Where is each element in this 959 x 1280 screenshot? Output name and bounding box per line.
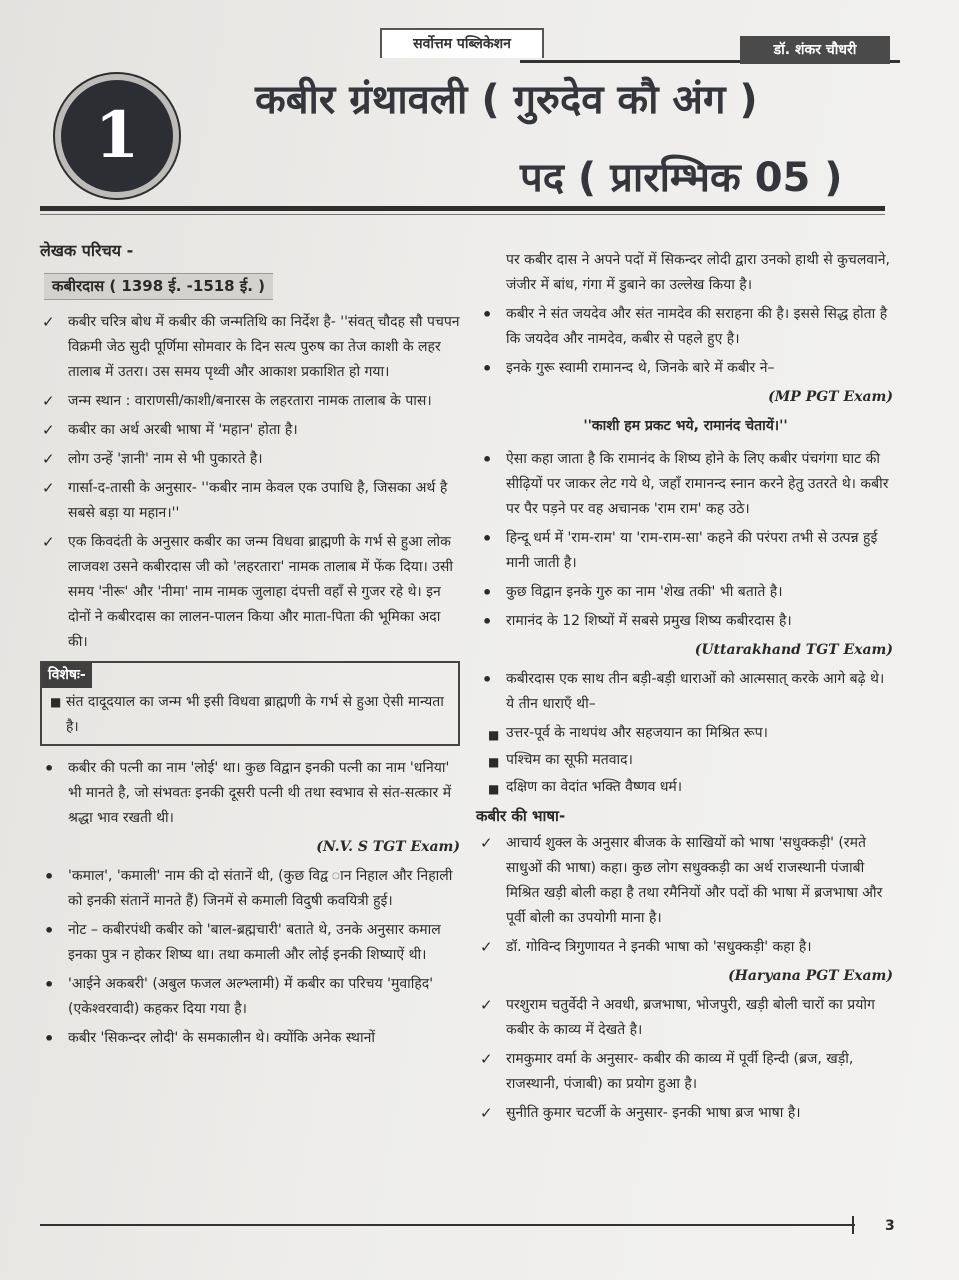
bullet-text: नोट – कबीरपंथी कबीर को 'बाल-ब्रह्मचारी' बताते थे, उनके अनुसार कमाल इनका पुत्र न होकर शिष्य था। तथा कमाली और लोई इनकी शिष्याऐं थी। bbox=[68, 922, 441, 963]
bullet-text: रामानंद के 12 शिष्यों में सबसे प्रमुख शिष्य कबीरदास है। bbox=[506, 613, 792, 629]
stream-text: उत्तर-पूर्व के नाथपंथ और सहजयान का मिश्रित रूप। bbox=[506, 725, 768, 741]
check-text: कबीर का अर्थ अरबी भाषा में 'महान' होता है। bbox=[68, 422, 298, 438]
publisher-label: सर्वोत्तम पब्लिकेशन bbox=[380, 28, 544, 58]
bullet-icon: • bbox=[482, 670, 493, 689]
checkmark-icon: ✓ bbox=[42, 533, 55, 551]
check-item bbox=[40, 389, 460, 414]
check-item bbox=[40, 530, 460, 655]
square-bullet-icon: ■ bbox=[488, 728, 500, 742]
check-item bbox=[478, 935, 893, 960]
bullet-icon: • bbox=[482, 305, 493, 324]
check-text: लोग उन्हें 'ज्ञानी' नाम से भी पुकारते है। bbox=[68, 451, 263, 467]
special-note-body bbox=[42, 688, 458, 744]
bullet-item bbox=[40, 918, 460, 968]
bullet-icon: • bbox=[482, 529, 493, 548]
bullet-icon: • bbox=[44, 975, 55, 994]
bullet-text: ऐसा कहा जाता है कि रामानंद के शिष्य होने के लिए कबीर पंचगंगा घाट की सीढ़ियों पर जाकर लेट गये थे, जहाँ रामानन्द स्नान करने हेतु उतरते थे। कबीर पर पैर पड़ने पर वह अचानक 'राम राम' कह उठे। bbox=[506, 451, 889, 517]
stream-item bbox=[478, 721, 893, 746]
bullet-text: कुछ विद्वान इनके गुरु का नाम 'शेख तकी' भी बताते है। bbox=[506, 584, 783, 600]
author-label: डॉ. शंकर चौधरी bbox=[740, 36, 890, 64]
bullet-icon: • bbox=[44, 921, 55, 940]
bullet-text: 'कमाल', 'कमाली' नाम की दो संतानें थी, (कुछ विद्व ान निहाल और निहाली को इनकी संतानें मानते हैं) जिनमें से कमाली विदुषी कवयित्री हुई। bbox=[68, 868, 453, 909]
bullet-item bbox=[40, 972, 460, 1022]
exam-reference: (MP PGT Exam) bbox=[768, 389, 893, 405]
square-bullet-icon: ■ bbox=[488, 755, 500, 769]
bullet-icon: • bbox=[44, 867, 55, 886]
section-heading-language: कबीर की भाषा- bbox=[476, 807, 566, 825]
bullet-item bbox=[478, 609, 893, 634]
bullet-icon: • bbox=[482, 612, 493, 631]
bullet-icon: • bbox=[482, 359, 493, 378]
check-text: एक किवदंती के अनुसार कबीर का जन्म विधवा ब्राह्मणी के गर्भ से हुआ लोक लाजवश उसने कबीरदास जी को 'लहरतारा' नामक तालाब में फेंक दिया। उसी समय 'नीरू' और 'नीमा' नाम नामक जुलाहा दंपत्ती वहाँ से गुजर रहे थे। इन दोनों ने कबीरदास का लालन-पालन किया और माता-पिता की भूमिका अदा की। bbox=[68, 534, 454, 650]
checkmark-icon: ✓ bbox=[42, 421, 55, 439]
bullet-icon: • bbox=[482, 583, 493, 602]
exam-reference: (Haryana PGT Exam) bbox=[728, 968, 893, 984]
subject-heading: कबीरदास ( 1398 ई. -1518 ई. ) bbox=[44, 273, 273, 300]
check-text: जन्म स्थान : वाराणसी/काशी/बनारस के लहरतारा नामक तालाब के पास। bbox=[68, 393, 432, 409]
stream-item bbox=[478, 775, 893, 800]
bullet-text: कबीरदास एक साथ तीन बड़ी-बड़ी धाराओं को आत्मसात् करके आगे बढ़े थे। ये तीन धाराएँ थी– bbox=[506, 671, 885, 712]
square-bullet-icon: ■ bbox=[50, 695, 62, 709]
exam-reference: (N.V. S TGT Exam) bbox=[316, 839, 460, 855]
stream-item bbox=[478, 748, 893, 773]
check-text: गार्सा-द-तासी के अनुसार- ''कबीर नाम केवल एक उपाधि है, जिसका अर्थ है सबसे बड़ा या महान।'' bbox=[68, 480, 448, 521]
exam-reference: (Uttarakhand TGT Exam) bbox=[694, 642, 893, 658]
check-item bbox=[478, 1047, 893, 1097]
check-text: रामकुमार वर्मा के अनुसार- कबीर की काव्य में पूर्वी हिन्दी (ब्रज, खड़ी, राजस्थानी, पंजाबी) का प्रयोग हुआ है। bbox=[506, 1051, 854, 1092]
left-column bbox=[40, 238, 460, 1055]
paragraph-text: पर कबीर दास ने अपने पदों में सिकन्दर लोदी द्वारा उनको हाथी से कुचलवाने, जंजीर में बांध, गंगा में डुबाने का उल्लेख किया है। bbox=[506, 252, 890, 293]
checkmark-icon: ✓ bbox=[480, 996, 493, 1014]
bullet-text: कबीर ने संत जयदेव और संत नामदेव की सराहना की है। इससे सिद्ध होता है कि जयदेव और नामदेव, कबीर से पहले हुए है। bbox=[506, 306, 888, 347]
bullet-text: कबीर 'सिकन्दर लोदी' के समकालीन थे। क्योंकि अनेक स्थानों bbox=[68, 1030, 375, 1046]
checkmark-icon: ✓ bbox=[480, 834, 493, 852]
bullet-icon: • bbox=[44, 759, 55, 778]
bullet-icon: • bbox=[44, 1029, 55, 1048]
section-heading-author-intro: लेखक परिचय - bbox=[40, 241, 134, 260]
title-divider-thin bbox=[40, 214, 885, 215]
check-text: आचार्य शुक्ल के अनुसार बीजक के साखियों को भाषा 'सधुक्कड़ी' (रमते साधुओं की भाषा) कहा। कुछ लोग सधुक्कड़ी का अर्थ राजस्थानी पंजाबी मिश्रित खड़ी बोली कहा है तथा रमैनियों और पदों की भाषा में ब्रजभाषा और पूर्वी बोली का उपयोगी माना है। bbox=[506, 835, 883, 926]
bullet-item bbox=[478, 356, 893, 381]
checkmark-icon: ✓ bbox=[42, 313, 55, 331]
stream-text: दक्षिण का वेदांत भक्ति वैष्णव धर्म। bbox=[506, 779, 683, 795]
chapter-title-line1: कबीर ग्रंथावली ( गुरुदेव कौ अंग ) bbox=[255, 77, 758, 123]
bullet-item bbox=[478, 580, 893, 605]
check-text: परशुराम चतुर्वेदी ने अवधी, ब्रजभाषा, भोजपुरी, खड़ी बोली चारों का प्रयोग कबीर के काव्य में देखते है। bbox=[506, 997, 875, 1038]
square-bullet-icon: ■ bbox=[488, 782, 500, 796]
special-note-title: विशेषः- bbox=[42, 663, 92, 688]
bullet-item bbox=[478, 667, 893, 717]
footer-rule-tick bbox=[852, 1216, 854, 1234]
check-text: डॉ. गोविन्द त्रिगुणायत ने इनकी भाषा को 'सधुक्कड़ी' कहा है। bbox=[506, 939, 812, 955]
checkmark-icon: ✓ bbox=[480, 1104, 493, 1122]
checkmark-icon: ✓ bbox=[42, 392, 55, 410]
bullet-icon: • bbox=[482, 450, 493, 469]
bullet-text: हिन्दू धर्म में 'राम-राम' या 'राम-राम-सा' कहने की परंपरा तभी से उत्पन्न हुई मानी जाती है। bbox=[506, 530, 878, 571]
bullet-item bbox=[40, 864, 460, 914]
footer-rule bbox=[40, 1224, 855, 1226]
chapter-number-badge: 1 bbox=[55, 74, 179, 198]
bullet-text: इनके गुरू स्वामी रामानन्द थे, जिनके बारे में कबीर ने– bbox=[506, 360, 775, 376]
check-item bbox=[40, 310, 460, 385]
check-item bbox=[478, 1101, 893, 1126]
chapter-title-line2: पद ( प्रारम्भिक 05 ) bbox=[520, 155, 843, 201]
check-item bbox=[40, 476, 460, 526]
checkmark-icon: ✓ bbox=[480, 938, 493, 956]
checkmark-icon: ✓ bbox=[42, 479, 55, 497]
check-text: सुनीति कुमार चटर्जी के अनुसार- इनकी भाषा ब्रज भाषा है। bbox=[506, 1105, 801, 1121]
bullet-item bbox=[478, 302, 893, 352]
bullet-item bbox=[478, 447, 893, 522]
check-item bbox=[40, 418, 460, 443]
checkmark-icon: ✓ bbox=[480, 1050, 493, 1068]
bullet-text: 'आईने अकबरी' (अबुल फजल अल्भ्लामी) में कबीर का परिचय 'मुवाहिद' (एकेश्वरवादी) कहकर दिया गया है। bbox=[68, 976, 434, 1017]
right-column bbox=[478, 248, 893, 1130]
title-divider bbox=[40, 206, 885, 211]
quotation: ''काशी हम प्रकट भये, रामानंद चेतायें।'' bbox=[583, 418, 788, 434]
check-item bbox=[478, 831, 893, 931]
check-item bbox=[40, 447, 460, 472]
stream-text: पश्चिम का सूफी मतवाद। bbox=[506, 752, 633, 768]
check-item bbox=[478, 993, 893, 1043]
bullet-text: कबीर की पत्नी का नाम 'लोई' था। कुछ विद्वान इनकी पत्नी का नाम 'धनिया' भी मानते है, जो संभवतः इनकी दूसरी पत्नी थी तथा स्वभाव से संत-सत्कार में श्रद्धा भाव रखती थी। bbox=[68, 760, 452, 826]
bullet-item bbox=[40, 1026, 460, 1051]
continued-paragraph bbox=[478, 248, 893, 298]
special-note-box bbox=[40, 661, 460, 746]
page-number: 3 bbox=[885, 1218, 895, 1234]
bullet-item bbox=[478, 526, 893, 576]
check-text: कबीर चरित्र बोध में कबीर की जन्मतिथि का निर्देश है- ''संवत् चौदह सौ पचपन विक्रमी जेठ सुदी पूर्णिमा सोमवार के दिन सत्य पुरुष का तेज काशी के लहर तालाब में उतरा। उस समय पृथ्वी और आकाश प्रकाशित हो गया। bbox=[68, 314, 460, 380]
special-note-text: संत दादूदयाल का जन्म भी इसी विधवा ब्राह्मणी के गर्भ से हुआ ऐसी मान्यता है। bbox=[66, 694, 444, 735]
bullet-item bbox=[40, 756, 460, 831]
checkmark-icon: ✓ bbox=[42, 450, 55, 468]
